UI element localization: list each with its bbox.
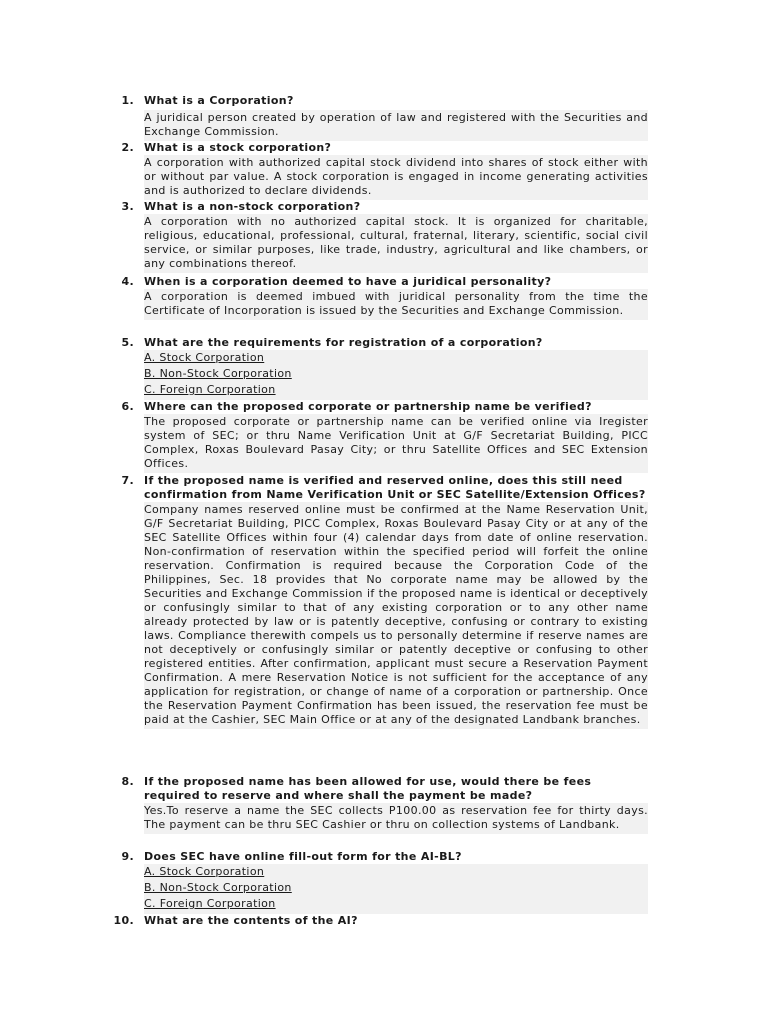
question-text: What is a stock corporation? <box>144 141 332 154</box>
faq-item-2 <box>88 141 648 200</box>
question-number: 7. <box>121 474 134 487</box>
faq-item-3 <box>88 200 648 273</box>
answer-text: Company names reserved online must be confirmed at the Name Reservation Unit, G/F Secretariat Building, PICC Complex, Roxas Boulevard Pasay City or at any of the SEC Satellite Offices within four (4) calendar days from date of online reservation. Non-confirmation of reservation within the specified period will forfeit the online reservation. Confirmation is required because the Corporation Code of the Philippines, Sec. 18 provides that No corporate name may be allowed by the Securities and Exchange Commission if the proposed name is identical or deceptively or confusingly similar to that of any existing corporation or to any other name already protected by law or is patently deceptive, confusing or contrary to existing laws. Compliance therewith compels us to personally determine if reserve names are not deceptively or confusingly similar or patently deceptive or confusing to other registered entities. After confirmation, applicant must secure a Reservation Payment Confirmation. A mere Reservation Notice is not sufficient for the acceptance of any application for registration, or change of name of a corporation or partnership. Once the Reservation Payment Confirmation has been issued, the reservation fee must be paid at the Cashier, SEC Main Office or at any of the designated Landbank branches. <box>144 502 648 729</box>
question-text: What are the requirements for registration of a corporation? <box>144 336 543 349</box>
faq-item-10 <box>88 914 648 928</box>
link-non-stock-corporation[interactable]: B. Non-Stock Corporation <box>144 881 292 894</box>
question-number: 2. <box>121 141 134 154</box>
link-foreign-corporation[interactable]: C. Foreign Corporation <box>144 383 276 396</box>
question-text: What are the contents of the AI? <box>144 914 358 927</box>
question-number: 8. <box>121 775 134 788</box>
question-number: 6. <box>121 400 134 413</box>
question-number: 10. <box>113 914 134 927</box>
link-foreign-corporation[interactable]: C. Foreign Corporation <box>144 897 276 910</box>
faq-item-6 <box>88 400 648 473</box>
online-form-links <box>144 864 648 914</box>
question-number: 4. <box>121 275 134 288</box>
question-number: 9. <box>121 850 134 863</box>
question-text: If the proposed name has been allowed for use, would there be fees required to reserve and where shall the payment be made? <box>144 775 592 802</box>
faq-item-9 <box>88 850 648 914</box>
question-text: What is a Corporation? <box>144 94 294 107</box>
faq-item-1 <box>88 94 648 108</box>
question-number: 5. <box>121 336 134 349</box>
faq-item-8 <box>88 775 648 834</box>
question-text: What is a non-stock corporation? <box>144 200 361 213</box>
answer-text: Yes.To reserve a name the SEC collects P100.00 as reservation fee for thirty days. The payment can be thru SEC Cashier or thru on collection systems of Landbank. <box>144 803 648 834</box>
question-number: 1. <box>121 94 134 107</box>
faq-item-7 <box>88 474 648 729</box>
question-text: Does SEC have online fill-out form for the AI-BL? <box>144 850 462 863</box>
link-stock-corporation[interactable]: A. Stock Corporation <box>144 865 265 878</box>
faq-answer-1 <box>88 110 648 141</box>
question-number: 3. <box>121 200 134 213</box>
link-stock-corporation[interactable]: A. Stock Corporation <box>144 351 265 364</box>
answer-text: A juridical person created by operation of law and registered with the Securities and Exchange Commission. <box>144 110 648 141</box>
answer-text: A corporation with no authorized capital stock. It is organized for charitable, religious, educational, professional, cultural, fraternal, literary, scientific, social civil service, or similar purposes, like trade, industry, agricultural and like chambers, or any combinations thereof. <box>144 214 648 273</box>
answer-text: A corporation with authorized capital stock dividend into shares of stock either with or without par value. A stock corporation is engaged in income generating activities and is authorized to declare dividends. <box>144 155 648 200</box>
answer-text: The proposed corporate or partnership name can be verified online via Iregister system of SEC; or thru Name Verification Unit at G/F Secretariat Building, PICC Complex, Roxas Boulevard Pasay City; or thru Satellite Offices and SEC Extension Offices. <box>144 414 648 473</box>
faq-item-4 <box>88 275 648 320</box>
question-text: Where can the proposed corporate or partnership name be verified? <box>144 400 592 413</box>
requirements-links <box>144 350 648 400</box>
question-text: When is a corporation deemed to have a juridical personality? <box>144 275 552 288</box>
link-non-stock-corporation[interactable]: B. Non-Stock Corporation <box>144 367 292 380</box>
question-text: If the proposed name is verified and reserved online, does this still need confirmation from Name Verification Unit or SEC Satellite/Extension Offices? <box>144 474 646 501</box>
faq-item-5 <box>88 336 648 400</box>
answer-text: A corporation is deemed imbued with juridical personality from the time the Certificate of Incorporation is issued by the Securities and Exchange Commission. <box>144 289 648 320</box>
